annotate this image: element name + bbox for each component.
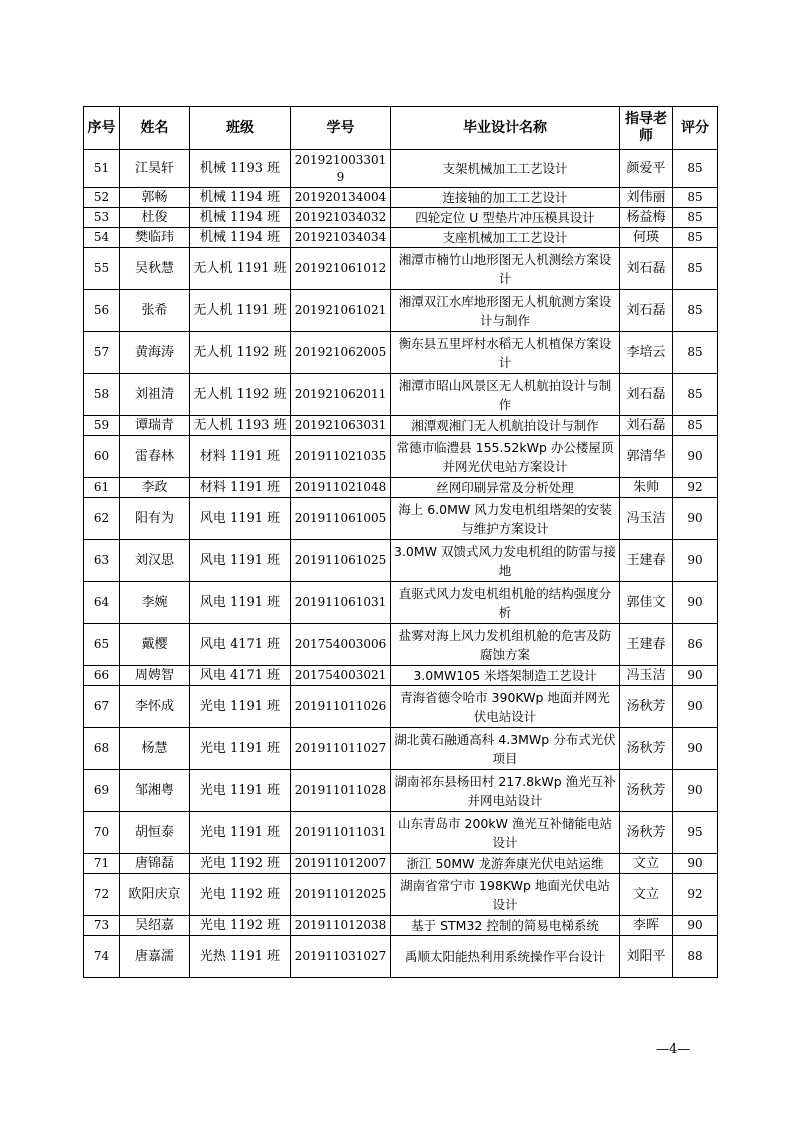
- cell-name: 吴绍嘉: [120, 916, 190, 936]
- header-no: 序号: [84, 107, 120, 150]
- cell-design-title: 常德市临澧县 155.52kWp 办公楼屋顶并网光伏电站方案设计: [391, 436, 620, 478]
- cell-no: 62: [84, 498, 120, 540]
- cell-name: 张希: [120, 290, 190, 332]
- cell-student-id: 201911021035: [291, 436, 391, 478]
- cell-score: 90: [673, 916, 718, 936]
- page-number: —4—: [656, 1042, 691, 1057]
- cell-student-id: 201911011027: [291, 728, 391, 770]
- cell-no: 69: [84, 770, 120, 812]
- cell-design-title: 直驱式风力发电机组机舱的结构强度分析: [391, 582, 620, 624]
- cell-student-id: 201754003006: [291, 624, 391, 666]
- cell-student-id: 201921034034: [291, 228, 391, 248]
- cell-name: 郭畅: [120, 188, 190, 208]
- cell-score: 85: [673, 374, 718, 416]
- cell-student-id: 201921061012: [291, 248, 391, 290]
- cell-score: 95: [673, 812, 718, 854]
- table-row: [84, 478, 718, 498]
- header-name: 姓名: [120, 107, 190, 150]
- cell-student-id: 2019210033019: [291, 150, 391, 188]
- cell-no: 60: [84, 436, 120, 478]
- cell-name: 阳有为: [120, 498, 190, 540]
- cell-class: 机械 1194 班: [190, 188, 291, 208]
- cell-name: 黄海涛: [120, 332, 190, 374]
- cell-score: 85: [673, 208, 718, 228]
- cell-design-title: 浙江 50MW 龙游奔康光伏电站运维: [391, 854, 620, 874]
- cell-no: 52: [84, 188, 120, 208]
- cell-design-title: 3.0MW 双馈式风力发电机组的防雷与接地: [391, 540, 620, 582]
- cell-score: 88: [673, 936, 718, 978]
- cell-no: 68: [84, 728, 120, 770]
- cell-advisor: 刘石磊: [620, 290, 673, 332]
- cell-name: 刘祖清: [120, 374, 190, 416]
- cell-student-id: 201920134004: [291, 188, 391, 208]
- cell-student-id: 201911061031: [291, 582, 391, 624]
- cell-class: 材料 1191 班: [190, 436, 291, 478]
- cell-student-id: 201754003021: [291, 666, 391, 686]
- table-row: [84, 936, 718, 978]
- cell-no: 67: [84, 686, 120, 728]
- cell-name: 樊临玮: [120, 228, 190, 248]
- cell-score: 85: [673, 332, 718, 374]
- cell-name: 欧阳庆京: [120, 874, 190, 916]
- cell-no: 57: [84, 332, 120, 374]
- cell-name: 唐锦磊: [120, 854, 190, 874]
- cell-name: 杨慧: [120, 728, 190, 770]
- cell-design-title: 支座机械加工工艺设计: [391, 228, 620, 248]
- cell-student-id: 201911061005: [291, 498, 391, 540]
- cell-class: 无人机 1191 班: [190, 248, 291, 290]
- cell-advisor: 汤秋芳: [620, 812, 673, 854]
- cell-name: 周娉智: [120, 666, 190, 686]
- cell-advisor: 郭清华: [620, 436, 673, 478]
- cell-no: 55: [84, 248, 120, 290]
- cell-name: 李政: [120, 478, 190, 498]
- cell-design-title: 四轮定位 U 型垫片冲压模具设计: [391, 208, 620, 228]
- cell-class: 材料 1191 班: [190, 478, 291, 498]
- cell-no: 59: [84, 416, 120, 436]
- cell-score: 90: [673, 666, 718, 686]
- cell-design-title: 丝网印刷异常及分析处理: [391, 478, 620, 498]
- header-student-id: 学号: [291, 107, 391, 150]
- cell-design-title: 湖北黄石融通高科 4.3MWp 分布式光伏项目: [391, 728, 620, 770]
- cell-class: 风电 4171 班: [190, 624, 291, 666]
- cell-design-title: 海上 6.0MW 风力发电机组塔架的安装与维护方案设计: [391, 498, 620, 540]
- cell-class: 无人机 1192 班: [190, 374, 291, 416]
- table-body: [84, 150, 718, 978]
- cell-score: 90: [673, 728, 718, 770]
- table-row: [84, 150, 718, 188]
- cell-advisor: 郭佳文: [620, 582, 673, 624]
- cell-no: 73: [84, 916, 120, 936]
- cell-score: 85: [673, 150, 718, 188]
- cell-no: 51: [84, 150, 120, 188]
- cell-design-title: 山东青岛市 200kW 渔光互补储能电站设计: [391, 812, 620, 854]
- table-row: [84, 290, 718, 332]
- cell-name: 李怀成: [120, 686, 190, 728]
- cell-design-title: 基于 STM32 控制的简易电梯系统: [391, 916, 620, 936]
- cell-name: 江昊轩: [120, 150, 190, 188]
- cell-student-id: 201921062011: [291, 374, 391, 416]
- cell-no: 64: [84, 582, 120, 624]
- header-score: 评分: [673, 107, 718, 150]
- cell-class: 风电 1191 班: [190, 540, 291, 582]
- cell-advisor: 冯玉洁: [620, 498, 673, 540]
- cell-class: 无人机 1193 班: [190, 416, 291, 436]
- cell-class: 光电 1192 班: [190, 854, 291, 874]
- cell-no: 56: [84, 290, 120, 332]
- cell-no: 72: [84, 874, 120, 916]
- cell-design-title: 支架机械加工工艺设计: [391, 150, 620, 188]
- cell-advisor: 王建春: [620, 624, 673, 666]
- cell-student-id: 201911011026: [291, 686, 391, 728]
- cell-no: 65: [84, 624, 120, 666]
- header-advisor: 指导老师: [620, 107, 673, 150]
- cell-name: 刘汉思: [120, 540, 190, 582]
- table-row: [84, 188, 718, 208]
- cell-no: 54: [84, 228, 120, 248]
- cell-name: 谭瑞青: [120, 416, 190, 436]
- cell-score: 85: [673, 188, 718, 208]
- table-row: [84, 624, 718, 666]
- cell-score: 90: [673, 540, 718, 582]
- cell-no: 74: [84, 936, 120, 978]
- cell-score: 90: [673, 582, 718, 624]
- cell-name: 戴樱: [120, 624, 190, 666]
- cell-name: 李婉: [120, 582, 190, 624]
- cell-no: 63: [84, 540, 120, 582]
- table-row: [84, 248, 718, 290]
- cell-advisor: 刘石磊: [620, 374, 673, 416]
- cell-design-title: 青海省德令哈市 390KWp 地面并网光伏电站设计: [391, 686, 620, 728]
- cell-score: 85: [673, 290, 718, 332]
- cell-advisor: 颜爱平: [620, 150, 673, 188]
- cell-class: 无人机 1192 班: [190, 332, 291, 374]
- header-class: 班级: [190, 107, 291, 150]
- table-row: [84, 582, 718, 624]
- cell-score: 85: [673, 228, 718, 248]
- cell-advisor: 刘伟丽: [620, 188, 673, 208]
- cell-advisor: 刘石磊: [620, 416, 673, 436]
- cell-class: 风电 1191 班: [190, 498, 291, 540]
- cell-advisor: 刘阳平: [620, 936, 673, 978]
- cell-class: 无人机 1191 班: [190, 290, 291, 332]
- cell-score: 90: [673, 436, 718, 478]
- cell-advisor: 李晖: [620, 916, 673, 936]
- cell-score: 90: [673, 770, 718, 812]
- cell-no: 58: [84, 374, 120, 416]
- cell-design-title: 盐雾对海上风力发机组机舱的危害及防腐蚀方案: [391, 624, 620, 666]
- cell-score: 85: [673, 416, 718, 436]
- table-row: [84, 208, 718, 228]
- cell-name: 唐嘉濡: [120, 936, 190, 978]
- table-row: [84, 540, 718, 582]
- cell-student-id: 201911031027: [291, 936, 391, 978]
- cell-design-title: 3.0MW105 米塔架制造工艺设计: [391, 666, 620, 686]
- cell-score: 86: [673, 624, 718, 666]
- cell-score: 92: [673, 478, 718, 498]
- cell-class: 光电 1191 班: [190, 728, 291, 770]
- cell-design-title: 衡东县五里坪村水稻无人机植保方案设计: [391, 332, 620, 374]
- table-header-row: [84, 107, 718, 150]
- cell-class: 光电 1191 班: [190, 770, 291, 812]
- cell-class: 机械 1194 班: [190, 208, 291, 228]
- table-row: [84, 416, 718, 436]
- cell-name: 杜俊: [120, 208, 190, 228]
- table-row: [84, 854, 718, 874]
- cell-advisor: 冯玉洁: [620, 666, 673, 686]
- cell-advisor: 朱帅: [620, 478, 673, 498]
- cell-advisor: 汤秋芳: [620, 728, 673, 770]
- cell-student-id: 201911011028: [291, 770, 391, 812]
- table-row: [84, 686, 718, 728]
- cell-student-id: 201921062005: [291, 332, 391, 374]
- cell-advisor: 文立: [620, 854, 673, 874]
- table-row: [84, 770, 718, 812]
- cell-score: 85: [673, 248, 718, 290]
- graduation-design-table: [83, 106, 718, 978]
- cell-design-title: 湘潭市楠竹山地形图无人机测绘方案设计: [391, 248, 620, 290]
- cell-score: 90: [673, 686, 718, 728]
- cell-class: 机械 1193 班: [190, 150, 291, 188]
- cell-no: 66: [84, 666, 120, 686]
- cell-score: 90: [673, 854, 718, 874]
- cell-design-title: 湖南省常宁市 198KWp 地面光伏电站设计: [391, 874, 620, 916]
- cell-class: 光电 1191 班: [190, 812, 291, 854]
- cell-no: 53: [84, 208, 120, 228]
- table-row: [84, 666, 718, 686]
- cell-advisor: 文立: [620, 874, 673, 916]
- cell-no: 71: [84, 854, 120, 874]
- cell-student-id: 201911012038: [291, 916, 391, 936]
- cell-no: 70: [84, 812, 120, 854]
- cell-name: 胡恒泰: [120, 812, 190, 854]
- cell-design-title: 湖南祁东县杨田村 217.8kWp 渔光互补并网电站设计: [391, 770, 620, 812]
- cell-class: 机械 1194 班: [190, 228, 291, 248]
- table-row: [84, 916, 718, 936]
- cell-score: 90: [673, 498, 718, 540]
- table-row: [84, 374, 718, 416]
- cell-class: 风电 1191 班: [190, 582, 291, 624]
- cell-class: 光热 1191 班: [190, 936, 291, 978]
- cell-class: 光电 1192 班: [190, 874, 291, 916]
- cell-class: 风电 4171 班: [190, 666, 291, 686]
- cell-student-id: 201911061025: [291, 540, 391, 582]
- cell-class: 光电 1192 班: [190, 916, 291, 936]
- cell-advisor: 王建春: [620, 540, 673, 582]
- cell-name: 邹湘粤: [120, 770, 190, 812]
- cell-student-id: 201911012007: [291, 854, 391, 874]
- table-row: [84, 436, 718, 478]
- cell-student-id: 201921034032: [291, 208, 391, 228]
- cell-student-id: 201911011031: [291, 812, 391, 854]
- table-row: [84, 498, 718, 540]
- table-row: [84, 728, 718, 770]
- cell-student-id: 201921063031: [291, 416, 391, 436]
- cell-score: 92: [673, 874, 718, 916]
- cell-student-id: 201911021048: [291, 478, 391, 498]
- cell-name: 雷春林: [120, 436, 190, 478]
- cell-advisor: 何瑛: [620, 228, 673, 248]
- cell-advisor: 杨益梅: [620, 208, 673, 228]
- table-row: [84, 332, 718, 374]
- cell-no: 61: [84, 478, 120, 498]
- cell-student-id: 201921061021: [291, 290, 391, 332]
- cell-advisor: 汤秋芳: [620, 770, 673, 812]
- cell-name: 吴秋慧: [120, 248, 190, 290]
- cell-class: 光电 1191 班: [190, 686, 291, 728]
- cell-advisor: 李培云: [620, 332, 673, 374]
- cell-advisor: 汤秋芳: [620, 686, 673, 728]
- cell-design-title: 湘潭观湘门无人机航拍设计与制作: [391, 416, 620, 436]
- cell-student-id: 201911012025: [291, 874, 391, 916]
- table-row: [84, 874, 718, 916]
- cell-advisor: 刘石磊: [620, 248, 673, 290]
- header-design-title: 毕业设计名称: [391, 107, 620, 150]
- table-row: [84, 812, 718, 854]
- cell-design-title: 湘潭双江水库地形图无人机航测方案设计与制作: [391, 290, 620, 332]
- table-row: [84, 228, 718, 248]
- cell-design-title: 连接轴的加工工艺设计: [391, 188, 620, 208]
- cell-design-title: 湘潭市昭山风景区无人机航拍设计与制作: [391, 374, 620, 416]
- cell-design-title: 禹顺太阳能热利用系统操作平台设计: [391, 936, 620, 978]
